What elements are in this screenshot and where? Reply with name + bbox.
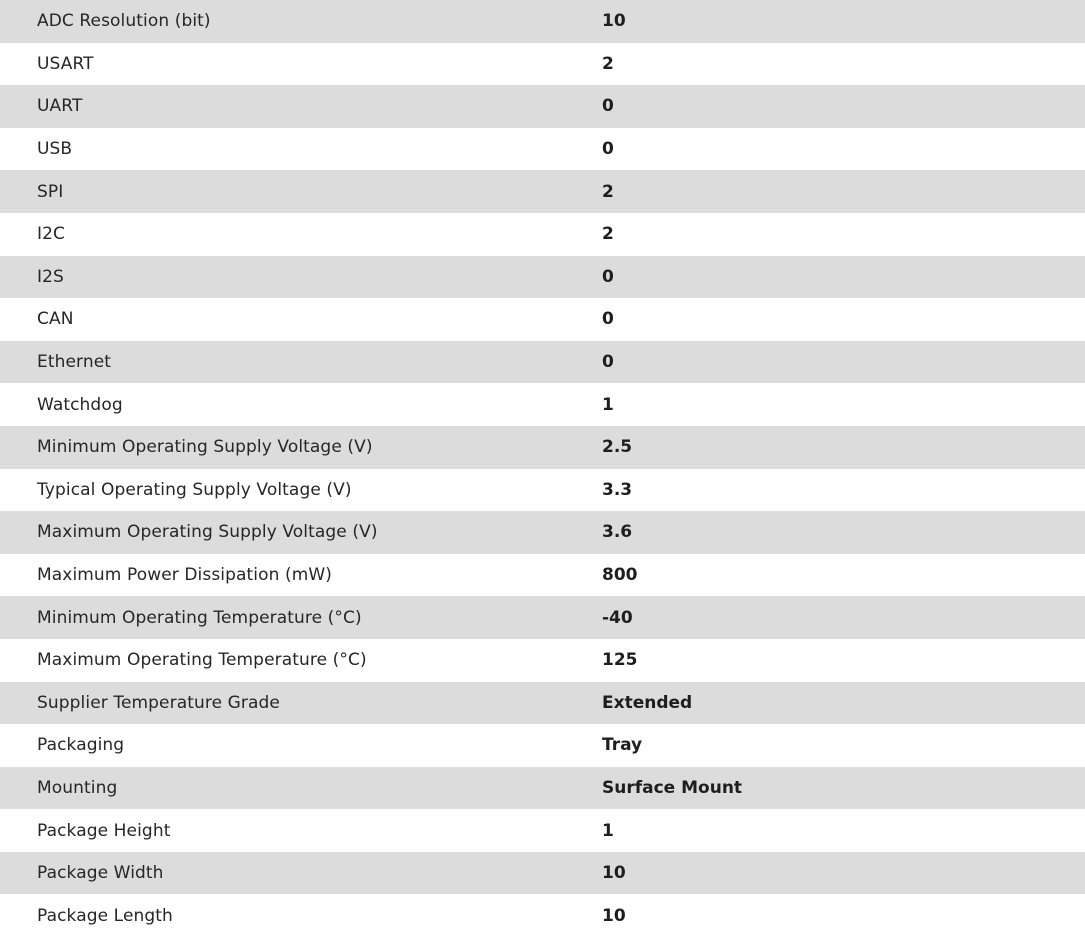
spec-value: 1: [602, 820, 614, 841]
spec-label: ADC Resolution (bit): [37, 11, 211, 32]
table-row: [0, 554, 1085, 597]
spec-label: USART: [37, 53, 94, 74]
spec-label: Maximum Operating Supply Voltage (V): [37, 522, 378, 543]
spec-value: 0: [602, 309, 614, 330]
table-row: [0, 767, 1085, 810]
spec-value: Tray: [602, 735, 643, 756]
spec-label: Package Width: [37, 863, 164, 884]
spec-label: Watchdog: [37, 394, 123, 415]
spec-value: Surface Mount: [602, 777, 743, 798]
spec-value: 1: [602, 394, 614, 415]
spec-label: Package Length: [37, 905, 173, 926]
table-row: [0, 170, 1085, 213]
spec-value: 0: [602, 96, 614, 117]
spec-value: 2.5: [602, 437, 633, 458]
table-row: [0, 852, 1085, 895]
table-row: [0, 85, 1085, 128]
table-row: [0, 256, 1085, 299]
spec-label: CAN: [37, 309, 74, 330]
table-row: [0, 596, 1085, 639]
spec-value: 0: [602, 139, 614, 160]
spec-label: Maximum Operating Temperature (°C): [37, 650, 367, 671]
table-row: [0, 894, 1085, 937]
table-row: [0, 0, 1085, 43]
spec-value: 2: [602, 224, 614, 245]
spec-label: Ethernet: [37, 352, 112, 373]
table-row: [0, 213, 1085, 256]
spec-label: Packaging: [37, 735, 125, 756]
spec-value: 800: [602, 565, 638, 586]
spec-label: Minimum Operating Temperature (°C): [37, 607, 362, 628]
spec-value: -40: [602, 607, 633, 628]
table-row: [0, 639, 1085, 682]
table-row: [0, 809, 1085, 852]
spec-value: 3.6: [602, 522, 633, 543]
spec-label: UART: [37, 96, 83, 117]
spec-value: 0: [602, 352, 614, 373]
table-row: [0, 724, 1085, 767]
spec-value: 10: [602, 11, 626, 32]
spec-value: Extended: [602, 692, 693, 713]
spec-label: I2S: [37, 266, 64, 287]
spec-value: 125: [602, 650, 638, 671]
spec-value: 2: [602, 181, 614, 202]
table-row: [0, 43, 1085, 86]
spec-value: 3.3: [602, 479, 633, 500]
spec-value: 10: [602, 863, 626, 884]
table-row: [0, 128, 1085, 171]
spec-value: 10: [602, 905, 626, 926]
spec-value: 0: [602, 266, 614, 287]
spec-label: Mounting: [37, 777, 118, 798]
table-row: [0, 511, 1085, 554]
table-row: [0, 298, 1085, 341]
table-row: [0, 426, 1085, 469]
table-row: [0, 469, 1085, 512]
spec-label: Supplier Temperature Grade: [37, 692, 280, 713]
spec-label: USB: [37, 139, 73, 160]
spec-label: Maximum Power Dissipation (mW): [37, 565, 333, 586]
spec-label: Typical Operating Supply Voltage (V): [37, 479, 352, 500]
spec-label: I2C: [37, 224, 65, 245]
table-row: [0, 383, 1085, 426]
table-row: [0, 341, 1085, 384]
spec-value: 2: [602, 53, 614, 74]
spec-label: SPI: [37, 181, 64, 202]
table-row: [0, 682, 1085, 725]
spec-label: Package Height: [37, 820, 171, 841]
spec-label: Minimum Operating Supply Voltage (V): [37, 437, 373, 458]
